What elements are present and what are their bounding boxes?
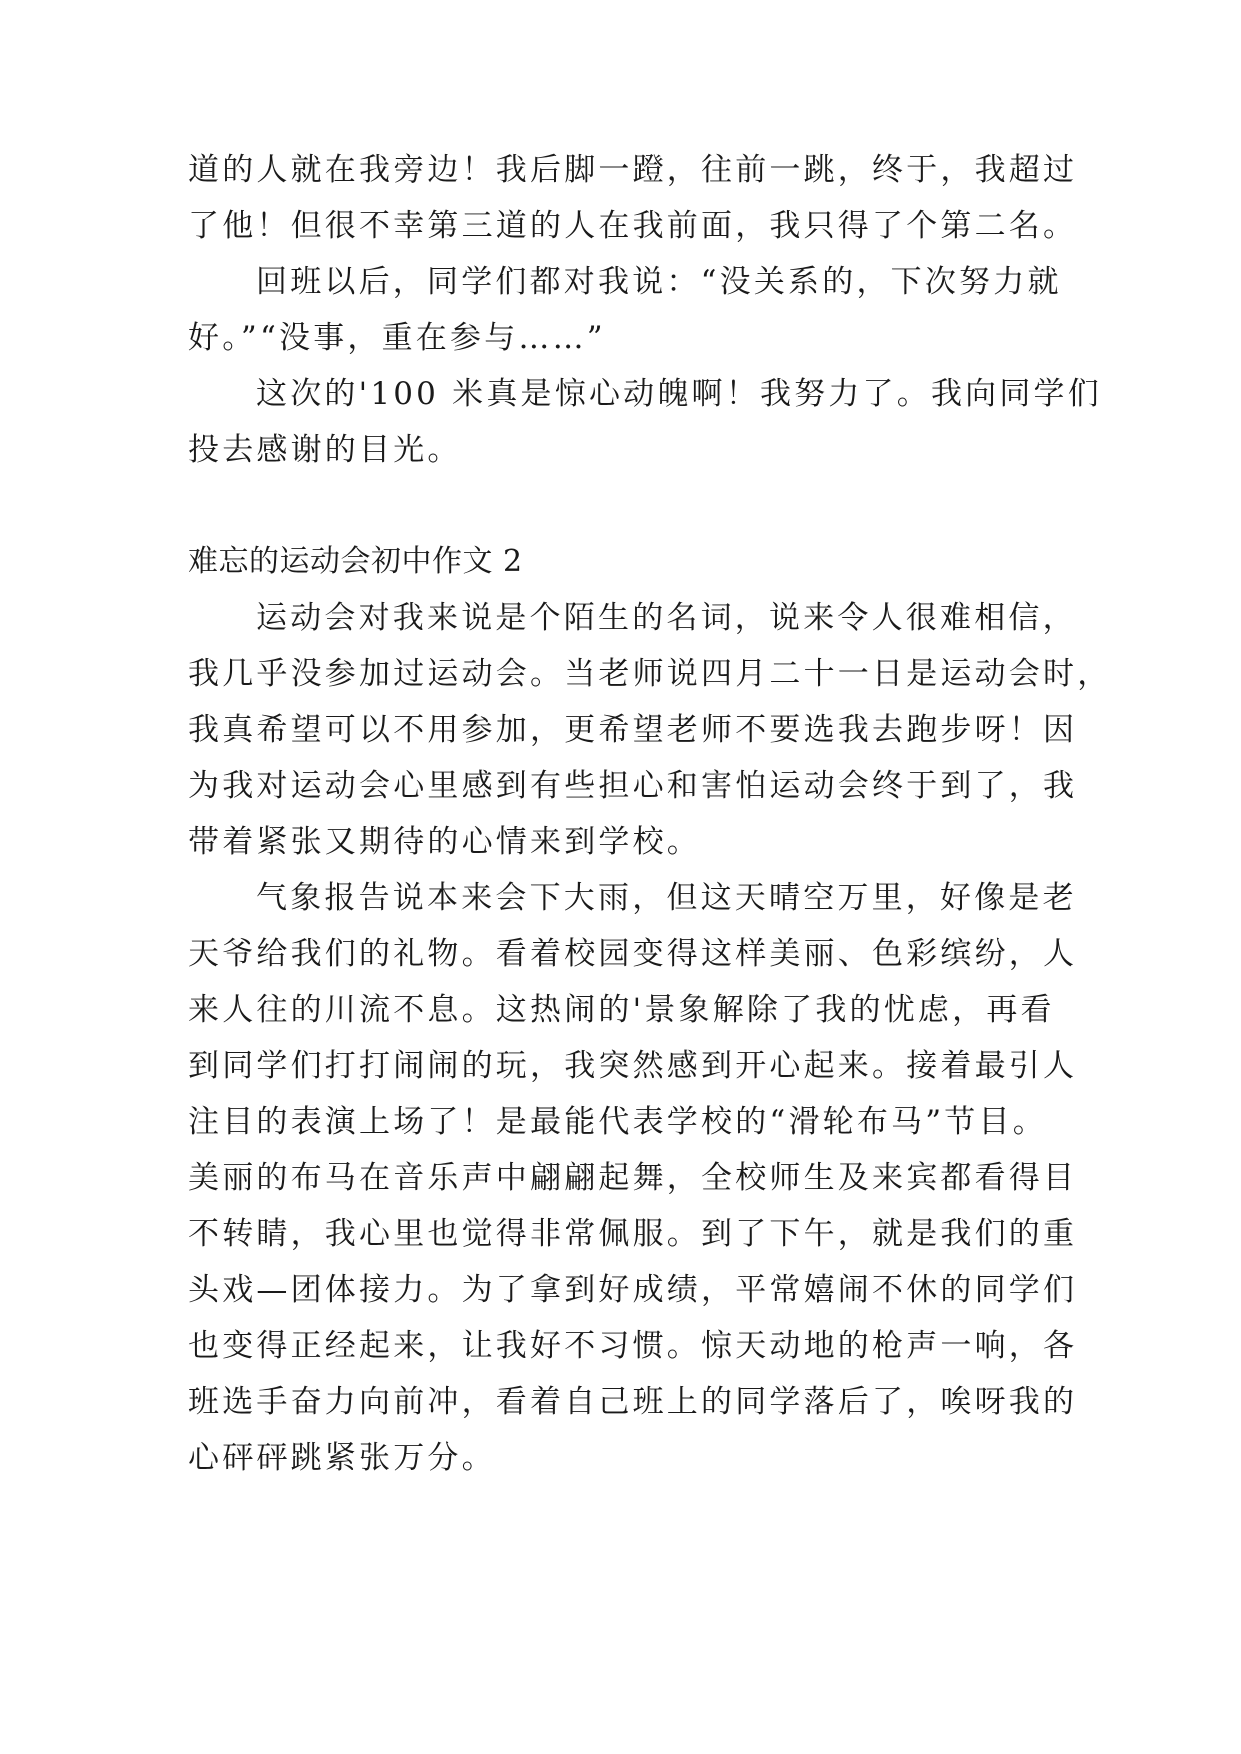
- text-line: 投去感谢的目光。: [188, 432, 462, 468]
- text-line: 好。”“没事，重在参与……”: [188, 320, 606, 356]
- text-line: 道的人就在我旁边！我后脚一蹬，往前一跳，终于，我超过: [188, 152, 1078, 188]
- text-line: 为我对运动会心里感到有些担心和害怕运动会终于到了，我: [188, 768, 1078, 804]
- text-line: 头戏—团体接力。为了拿到好成绩，平常嬉闹不休的同学们: [188, 1272, 1078, 1308]
- paragraph-first-line: 回班以后，同学们都对我说：“没关系的，下次努力就: [256, 264, 1062, 300]
- paragraph-first-line: 运动会对我来说是个陌生的名词，说来令人很难相信，: [256, 600, 1077, 636]
- text-line: 我几乎没参加过运动会。当老师说四月二十一日是运动会时，: [188, 656, 1112, 692]
- section-title: 难忘的运动会初中作文 2: [188, 544, 523, 579]
- paragraph-first-line: 气象报告说本来会下大雨，但这天晴空万里，好像是老: [256, 880, 1077, 916]
- text-line: 也变得正经起来，让我好不习惯。惊天动地的枪声一响，各: [188, 1328, 1078, 1364]
- text-line: 到同学们打打闹闹的玩，我突然感到开心起来。接着最引人: [188, 1048, 1078, 1084]
- text-line: 带着紧张又期待的心情来到学校。: [188, 824, 701, 860]
- text-line: 我真希望可以不用参加，更希望老师不要选我去跑步呀！因: [188, 712, 1078, 748]
- text-line: 来人往的川流不息。这热闹的'景象解除了我的忧虑，再看: [188, 992, 1055, 1028]
- text-line: 了他！但很不幸第三道的人在我前面，我只得了个第二名。: [188, 208, 1078, 244]
- text-line: 心砰砰跳紧张万分。: [188, 1440, 496, 1476]
- text-line: 班选手奋力向前冲，看着自己班上的同学落后了，唉呀我的: [188, 1384, 1078, 1420]
- text-line: 注目的表演上场了！是最能代表学校的“滑轮布马”节目。: [188, 1104, 1047, 1140]
- text-line: 不转睛，我心里也觉得非常佩服。到了下午，就是我们的重: [188, 1216, 1078, 1252]
- paragraph-first-line: 这次的'100 米真是惊心动魄啊！我努力了。我向同学们: [256, 376, 1102, 412]
- text-line: 天爷给我们的礼物。看着校园变得这样美丽、色彩缤纷，人: [188, 936, 1078, 972]
- text-line: 美丽的布马在音乐声中翩翩起舞，全校师生及来宾都看得目: [188, 1160, 1078, 1196]
